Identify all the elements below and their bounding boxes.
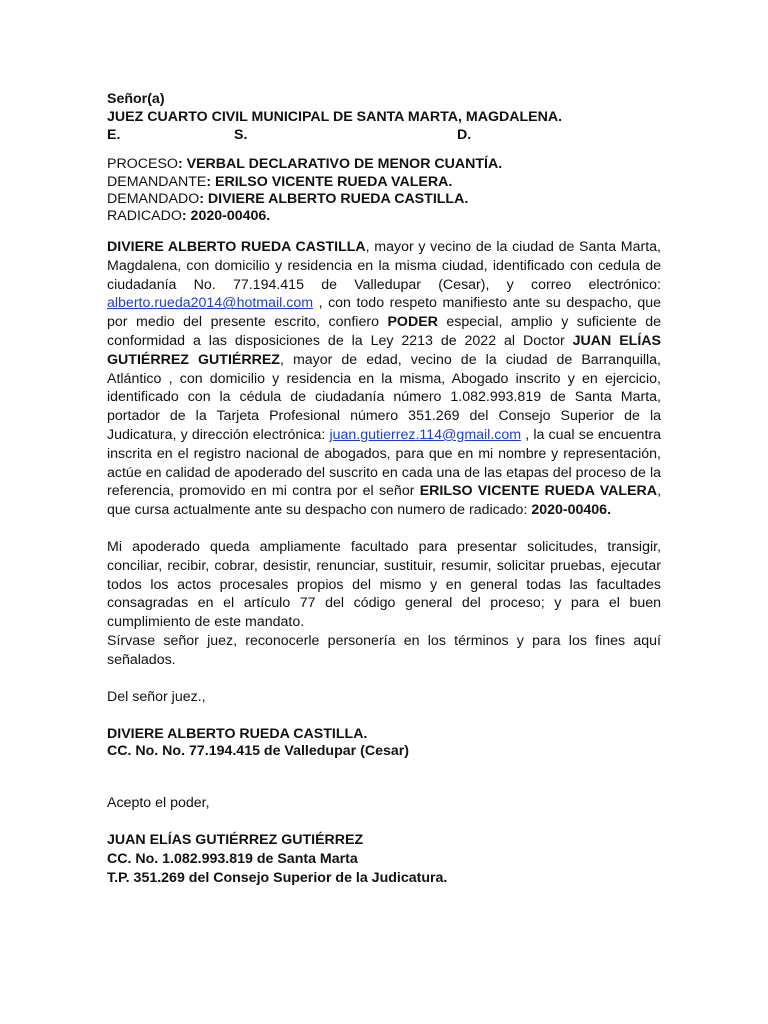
grantor-email-link[interactable]: alberto.rueda2014@hotmail.com	[107, 295, 314, 312]
faculties-paragraph: Mi apoderado queda ampliamente facultado para presentar solicitudes, transigir, conciliar, recibir, cobrar, desistir, renunciar, sustituir, resumir, solicitar pruebas, ejecutar todos los actos procesales propios del mismo y en general todas las facultades consagradas en el artículo 77 del código general del proceso; y para el buen cumplimiento de este mandato.	[107, 539, 661, 631]
grantor-signature-id: CC. No. No. 77.194.415 de Valledupar (Cesar)	[107, 743, 409, 759]
salutation: Señor(a)	[107, 91, 165, 107]
poder-word: PODER	[387, 314, 438, 331]
attorney-name: JUAN ELÍAS GUTIÉRREZ GUTIÉRREZ	[107, 332, 661, 368]
case-radicado: RADICADO: 2020-00406.	[107, 208, 271, 224]
ees-s: S.	[234, 127, 248, 143]
radicado-number: 2020-00406.	[531, 502, 612, 519]
case-demandado: DEMANDADO: DIVIERE ALBERTO RUEDA CASTILLA.	[107, 191, 469, 207]
request-paragraph: Sírvase señor juez, reconocerle personería en los términos y para los fines aquí señalados.	[107, 633, 661, 668]
attorney-signature-name: JUAN ELÍAS GUTIÉRREZ GUTIÉRREZ	[107, 832, 364, 848]
court-name: JUEZ CUARTO CIVIL MUNICIPAL DE SANTA MARTA, MAGDALENA.	[107, 109, 563, 125]
power-of-attorney-paragraph: DIVIERE ALBERTO RUEDA CASTILLA, mayor y vecino de la ciudad de Santa Marta, Magdalena, con domicilio y residencia en la misma ciudad, identificado con cedula de ciudadanía No. 77.194.415 de Valledupar (Cesar), y correo electrónico: alberto.rueda2014@hotmail.com , con todo respeto manifiesto ante su despacho, que por medio del presente escrito, confiero PODER especial, amplio y suficiente de conformidad a las disposiciones de la Ley 2213 de 2022 al Doctor JUAN ELÍAS GUTIÉRREZ GUTIÉRREZ, mayor de edad, vecino de la ciudad de Barranquilla, Atlántico , con domicilio y residencia en la misma, Abogado inscrito y en ejercicio, identificado con la cédula de ciudadanía número 1.082.993.819 de Santa Marta, portador de la Tarjeta Profesional número 351.269 del Consejo Superior de la Judicatura, y dirección electrónica: juan.gutierrez.114@gmail.com , la cual se encuentra inscrita en el registro nacional de abogados, para que en mi nombre y representación, actúe en calidad de apoderado del suscrito en cada una de las etapas del proceso de la referencia, promovido en mi contra por el señor ERILSO VICENTE RUEDA VALERA, que cursa actualmente ante su despacho con numero de radicado: 2020-00406.	[107, 239, 662, 519]
grantor-signature-name: DIVIERE ALBERTO RUEDA CASTILLA.	[107, 726, 368, 742]
attorney-email-link[interactable]: juan.gutierrez.114@gmail.com	[329, 426, 522, 443]
closing: Del señor juez.,	[107, 689, 206, 705]
case-proceso: PROCESO: VERBAL DECLARATIVO DE MENOR CUANTÍA.	[107, 156, 503, 172]
ees-d: D.	[457, 127, 472, 143]
ees-line	[107, 126, 661, 145]
attorney-signature-id: CC. No. 1.082.993.819 de Santa Marta	[107, 851, 358, 867]
case-demandante: DEMANDANTE: ERILSO VICENTE RUEDA VALERA.	[107, 174, 453, 190]
attorney-professional-card: T.P. 351.269 del Consejo Superior de la Judicatura.	[107, 870, 448, 886]
grantor-name: DIVIERE ALBERTO RUEDA CASTILLA	[107, 239, 366, 255]
acceptance-text: Acepto el poder,	[107, 795, 210, 811]
ees-e: E.	[107, 127, 121, 143]
plaintiff-name: ERILSO VICENTE RUEDA VALERA	[419, 483, 658, 500]
